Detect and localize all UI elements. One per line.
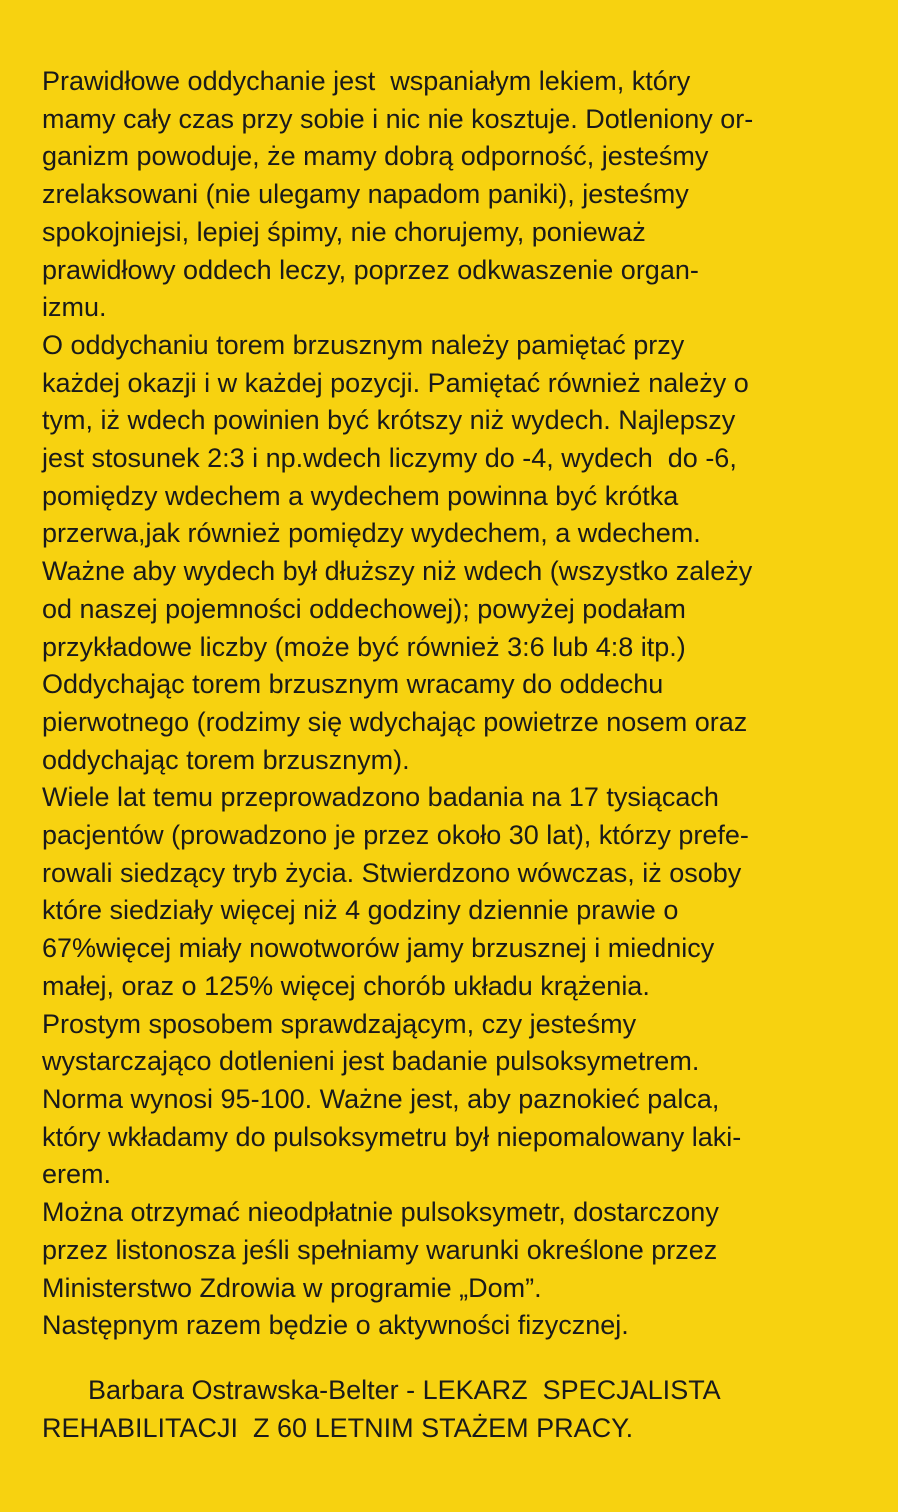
- text-line: tym, iż wdech powinien być krótszy niż wydech. Najlepszy: [42, 405, 736, 436]
- text-line: spokojniejsi, lepiej śpimy, nie chorujemy, ponieważ: [42, 216, 646, 247]
- text-line: rowali siedzący tryb życia. Stwierdzono wówczas, iż osoby: [42, 857, 742, 888]
- text-line: izmu.: [42, 292, 107, 323]
- signature-title: REHABILITACJI Z 60 LETNIM STAŻEM PRACY.: [42, 1412, 634, 1443]
- text-line: oddychając torem brzusznym).: [42, 744, 410, 775]
- text-line: przez listonosza jeśli spełniamy warunki określone przez: [42, 1234, 718, 1265]
- text-line: Prostym sposobem sprawdzającym, czy jesteśmy: [42, 1008, 637, 1039]
- text-line: mamy cały czas przy sobie i nic nie kosztuje. Dotleniony or-: [42, 103, 754, 134]
- text-line: przykładowe liczby (może być również 3:6 lub 4:8 itp.): [42, 631, 686, 662]
- text-line: Wiele lat temu przeprowadzono badania na 17 tysiącach: [42, 782, 719, 813]
- text-line: Prawidłowe oddychanie jest wspaniałym lekiem, który: [42, 66, 691, 96]
- text-line: prawidłowy oddech leczy, poprzez odkwaszenie organ-: [42, 254, 699, 285]
- article-body: [42, 63, 892, 1345]
- text-line: erem.: [42, 1159, 112, 1190]
- text-line: 67%więcej miały nowotworów jamy brzusznej i miednicy: [42, 933, 715, 964]
- text-line: zrelaksowani (nie ulegamy napadom paniki), jesteśmy: [42, 179, 689, 210]
- text-line: każdej okazji i w każdej pozycji. Pamiętać również należy o: [42, 367, 749, 398]
- text-line: Ważne aby wydech był dłuższy niż wdech (wszystko zależy: [42, 556, 753, 587]
- text-line: ganizm powoduje, że mamy dobrą odporność, jesteśmy: [42, 141, 709, 172]
- text-line: pierwotnego (rodzimy się wdychając powietrze nosem oraz: [42, 706, 748, 737]
- text-line: Ministerstwo Zdrowia w programie „Dom”.: [42, 1272, 542, 1303]
- text-line: O oddychaniu torem brzusznym należy pamiętać przy: [42, 329, 685, 360]
- text-line: pomiędzy wdechem a wydechem powinna być krótka: [42, 480, 679, 511]
- text-line: które siedziały więcej niż 4 godziny dziennie prawie o: [42, 895, 679, 926]
- text-line: Oddychając torem brzusznym wracamy do oddechu: [42, 669, 664, 700]
- text-line: który wkładamy do pulsoksymetru był niepomalowany laki-: [42, 1121, 742, 1152]
- text-line: małej, oraz o 125% więcej chorób układu krążenia.: [42, 970, 650, 1001]
- text-line: Można otrzymać nieodpłatnie pulsoksymetr, dostarczony: [42, 1197, 719, 1228]
- text-line: pacjentów (prowadzono je przez około 30 lat), którzy prefe-: [42, 820, 749, 851]
- text-line: wystarczająco dotlenieni jest badanie pulsoksymetrem.: [42, 1046, 700, 1077]
- text-line: jest stosunek 2:3 i np.wdech liczymy do -4, wydech do -6,: [42, 443, 737, 474]
- text-line: od naszej pojemności oddechowej); powyżej podałam: [42, 593, 686, 624]
- text-line: Norma wynosi 95-100. Ważne jest, aby paznokieć palca,: [42, 1083, 720, 1114]
- author-signature: [42, 1372, 892, 1447]
- text-line: przerwa,jak również pomiędzy wydechem, a wdechem.: [42, 518, 701, 549]
- signature-name: Barbara Ostrawska-Belter - LEKARZ SPECJALISTA: [88, 1375, 721, 1405]
- text-line: Następnym razem będzie o aktywności fizycznej.: [42, 1310, 629, 1341]
